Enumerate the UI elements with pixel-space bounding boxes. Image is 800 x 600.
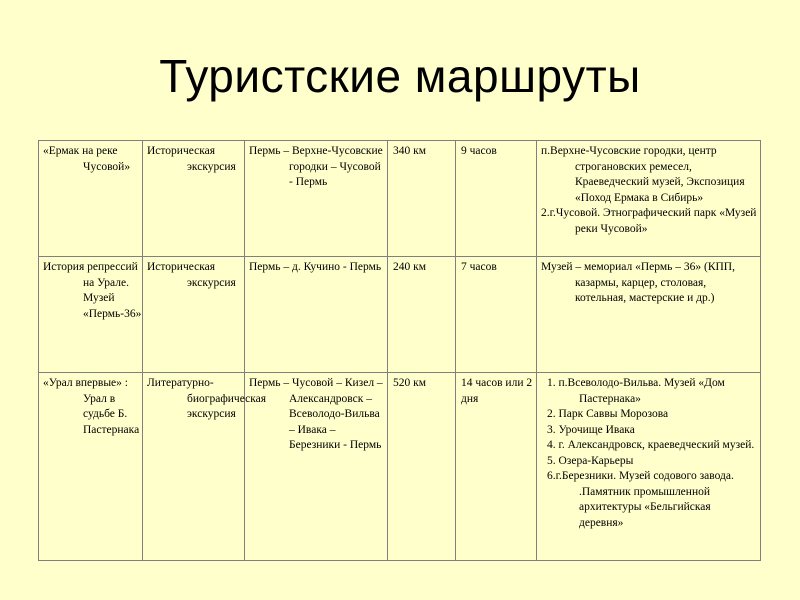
route-point: 2.г.Чусовой. Этнографический парк «Музей реки Чусовой» — [541, 207, 757, 235]
route-type: Литературно-биографическая экскурсия — [147, 377, 267, 420]
route-distance-cell — [388, 373, 456, 561]
route-point: 3. Урочище Ивака — [547, 423, 635, 436]
route-duration: 7 часов — [461, 261, 497, 273]
route-distance: 240 км — [393, 261, 426, 273]
route-duration: 14 часов или 2 дня — [461, 377, 533, 405]
route-type-cell — [143, 373, 267, 561]
route-path: Пермь – д. Кучино - Пермь — [249, 261, 382, 273]
route-point: 6.г.Березники. Музей содового завода. .Памятник промышленной архитектуры «Бельгийская деревня» — [547, 470, 734, 529]
table-row — [39, 257, 761, 373]
route-name-cell — [39, 141, 143, 257]
route-duration-cell — [456, 141, 537, 257]
route-duration-cell — [456, 257, 537, 373]
route-name-cell — [39, 373, 143, 561]
route-point: 4. г. Александровск, краеведческий музей. — [547, 439, 755, 451]
route-distance-cell — [388, 257, 456, 373]
route-point: п.Верхне-Чусовские городки, центр строгановских ремесел, Краеведческий музей, Экспозиция «Поход Ермака в Сибирь» — [541, 145, 745, 204]
route-points-cell — [537, 373, 761, 561]
table-row — [39, 373, 761, 561]
route-type-cell — [143, 141, 245, 257]
route-path: Пермь – Чусовой – Кизел – Александровск – Всеволодо-Вильва – Ивака – Березники - Пермь — [249, 377, 383, 451]
route-point: 2. Парк Саввы Морозова — [547, 408, 669, 420]
route-path: Пермь – Верхне-Чусовские городки – Чусовой - Пермь — [249, 145, 383, 188]
route-points-cell — [537, 257, 761, 373]
slide-title: Туристские маршруты — [159, 50, 641, 102]
route-name: «Ермак на реке Чусовой» — [43, 145, 131, 173]
table-row — [39, 141, 761, 257]
route-type-cell — [143, 257, 245, 373]
route-distance: 520 км — [393, 377, 426, 389]
route-name-cell — [39, 257, 143, 373]
route-type: Историческая экскурсия — [147, 145, 236, 173]
route-name: «Урал впервые» : Урал в судьбе Б. Пастернака — [43, 377, 140, 436]
route-path-cell — [245, 141, 388, 257]
route-path-cell — [245, 257, 388, 373]
routes-table — [38, 140, 761, 561]
route-points-cell — [537, 141, 761, 257]
route-distance-cell — [388, 141, 456, 257]
route-point: 1. п.Всеволодо-Вильва. Музей «Дом Пастернака» — [547, 377, 725, 405]
route-point: 5. Озера-Карьеры — [547, 454, 634, 467]
route-type: Историческая экскурсия — [147, 261, 236, 289]
route-duration-cell — [456, 373, 537, 561]
route-duration: 9 часов — [461, 145, 497, 157]
route-name: История репрессий на Урале. Музей «Пермь-36» — [43, 261, 142, 320]
route-distance: 340 км — [393, 145, 426, 157]
route-point: Музей – мемориал «Пермь – 36» (КПП, казармы, карцер, столовая, котельная, мастерские и др.) — [541, 261, 735, 304]
